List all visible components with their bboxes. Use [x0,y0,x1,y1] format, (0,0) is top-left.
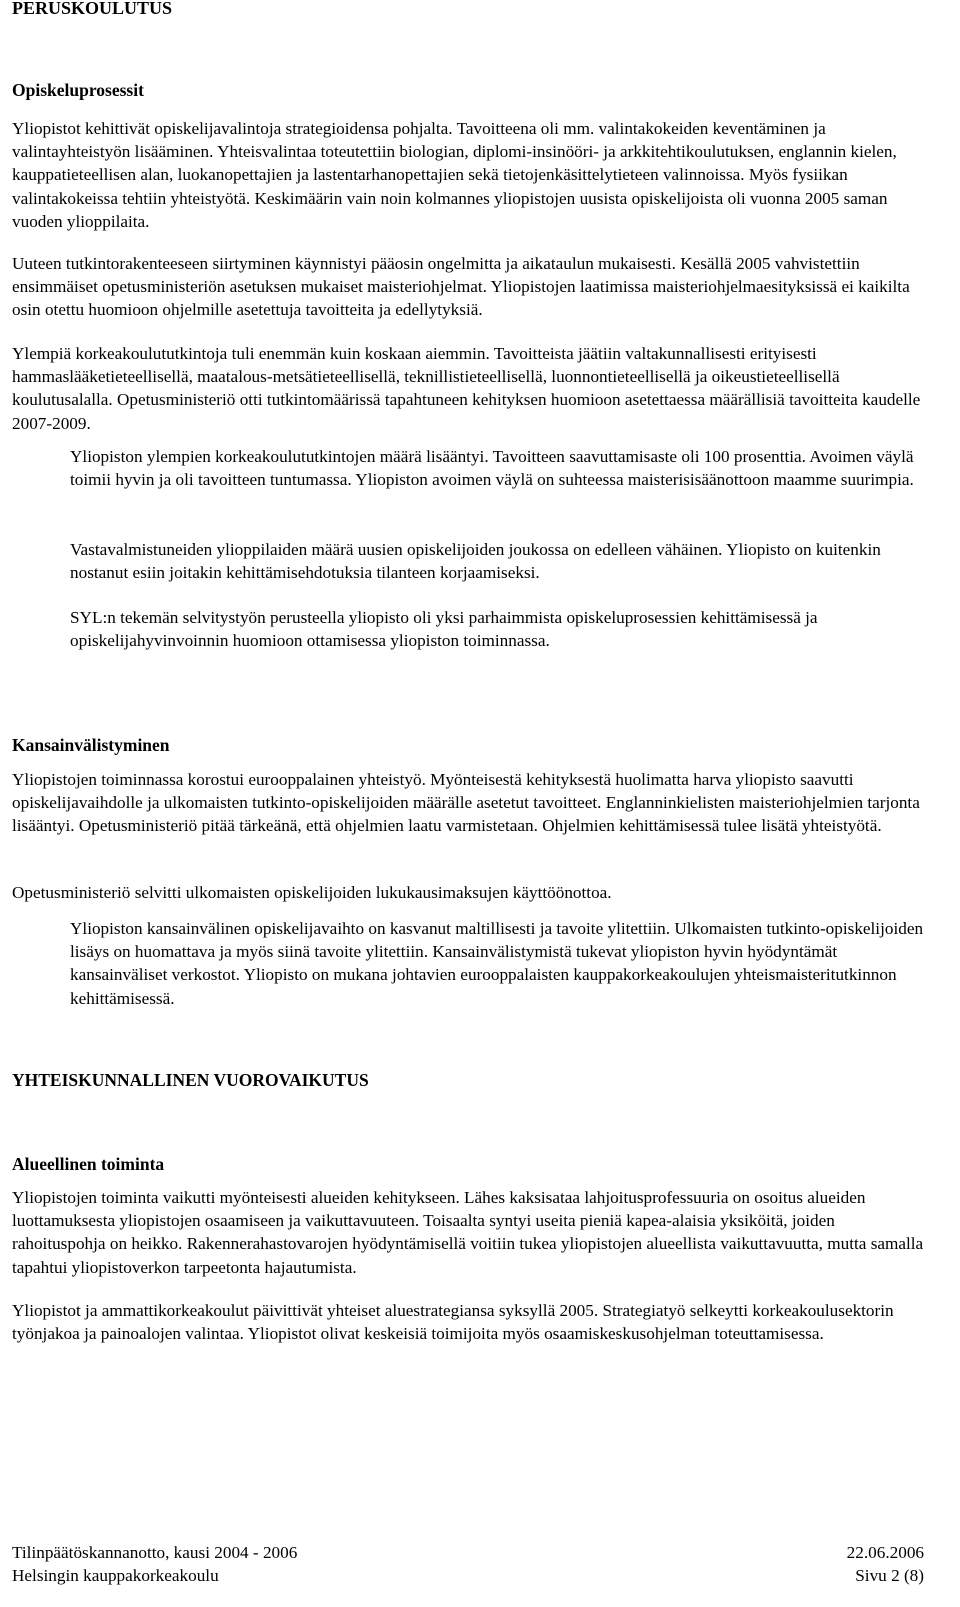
indented-paragraph: Vastavalmistuneiden ylioppilaiden määrä uusien opiskelijoiden joukossa on edelleen vähäinen. Yliopisto on kuitenkin nostanut esiin joitakin kehittämisehdotuksia tilanteen korjaamiseksi. [70,540,881,583]
paragraph: Yliopistojen toiminnassa korostui eurooppalainen yhteistyö. Myönteisestä kehityksestä huolimatta harva yliopisto saavutti opiskelijavaihdolle ja ulkomaisten tutkinto-opiskelijoiden määrälle asetetut tavoitteet. Englanninkielisten maisteriohjelmien tarjonta lisääntyi. Opetusministeriö pitää tärkeänä, että ohjelmien laatu varmistetaan. Ohjelmien kehittämisessä tulee lisätä yhteistyötä. [12,770,920,836]
section-heading-kansainvalistyminen: Kansainvälistyminen [12,735,170,755]
footer-organization: Helsingin kauppakorkeakoulu [12,1566,219,1585]
indented-paragraph: Yliopiston ylempien korkeakoulututkintojen määrä lisääntyi. Tavoitteen saavuttamisaste oli 100 prosenttia. Avoimen väylä toimii hyvin ja oli tavoitteen tuntumassa. Yliopiston avoimen väylä on suhteessa maisterisisäänottoon maamme suurimpia. [70,447,914,490]
section-heading-opiskeluprosessit: Opiskeluprosessit [12,80,144,100]
section-heading-alueellinen: Alueellinen toiminta [12,1154,165,1174]
indented-paragraph: SYL:n tekemän selvitystyön perusteella yliopisto oli yksi parhaimmista opiskeluprosessien kehittämisessä ja opiskelijahyvinvoinnin huomioon ottamisessa yliopiston toiminnassa. [70,608,818,651]
footer-date: 22.06.2006 [846,1543,924,1562]
paragraph: Yliopistot ja ammattikorkeakoulut päivittivät yhteiset aluestrategiansa syksyllä 2005. Strategiatyö selkeytti korkeakoulusektorin työnjakoa ja painoalojen valintaa. Yliopistot olivat keskeisiä toimijoita myös osaamiskeskusohjelman toteuttamisessa. [12,1301,894,1344]
paragraph: Opetusministeriö selvitti ulkomaisten opiskelijoiden lukukausimaksujen käyttöönottoa. [12,883,612,902]
page-footer [12,1541,924,1587]
paragraph: Yliopistot kehittivät opiskelijavalintoja strategioidensa pohjalta. Tavoitteena oli mm. valintakokeiden keventäminen ja valintayhteistyön lisääminen. Yhteisvalintaa toteutettiin biologian, diplomi-insinööri- ja arkkitehtikoulutuksen, englannin kielen, kauppatieteellisen alan, luokanopettajien ja lastentarhanopettajien sekä tietojenkäsittelytieteen valinnoissa. Myös fysiikan valintakokeissa tehtiin yhteistyötä. Keskimäärin vain noin kolmannes yliopistojen uusista opiskelijoista oli vuonna 2005 saman vuoden ylioppilaita. [12,119,897,231]
paragraph: Uuteen tutkintorakenteeseen siirtyminen käynnistyi pääosin ongelmitta ja aikataulun mukaisesti. Kesällä 2005 vahvistettiin ensimmäiset opetusministeriön asetuksen mukaiset maisteriohjelmat. Yliopistojen laatimissa maisteriohjelmaesityksissä ei kaikilta osin otettu huomioon ohjelmille asetettuja tavoitteita ja edellytyksiä. [12,254,910,320]
indented-paragraph: Yliopiston kansainvälinen opiskelijavaihto on kasvanut maltillisesti ja tavoite ylitettiin. Ulkomaisten tutkinto-opiskelijoiden lisäys on huomattava ja myös siinä tavoite ylitettiin. Kansainvälistymistä tukevat yliopiston hyvin hyödyntämät kansainväliset verkostot. Yliopisto on mukana johtavien eurooppalaisten kauppakorkeakoulujen yhteismaisteritutkinnon kehittämisessä. [70,919,924,1008]
major-heading: YHTEISKUNNALLINEN VUOROVAIKUTUS [12,1070,369,1090]
footer-page-number: Sivu 2 (8) [855,1566,924,1585]
paragraph: Ylempiä korkeakoulututkintoja tuli enemmän kuin koskaan aiemmin. Tavoitteista jäätiin valtakunnallisesti erityisesti hammaslääketieteellisellä, maatalous-metsätieteellisellä, teknillistieteellisellä, luonnontieteellisellä ja oikeustieteellisellä koulutusalalla. Opetusministeriö otti tutkintomäärissä tapahtuneen kehityksen huomioon asetettaessa määrällisiä tavoitteita kaudelle 2007-2009. [12,344,921,433]
main-heading: PERUSKOULUTUS [12,0,173,18]
footer-document-title: Tilinpäätöskannanotto, kausi 2004 - 2006 [12,1543,298,1562]
paragraph: Yliopistojen toiminta vaikutti myönteisesti alueiden kehitykseen. Lähes kaksisataa lahjoitusprofessuuria on osoitus alueiden luottamuksesta yliopistojen osaamiseen ja vaikuttavuuteen. Toisaalta syntyi useita pieniä kapea-alaisia yksiköitä, joiden rahoituspohja on heikko. Rakennerahastovarojen hyödyntämisellä voitiin tukea yliopistojen alueellista vaikuttavuutta, mutta samalla tapahtui yliopistoverkon tarpeetonta hajautumista. [12,1188,924,1277]
